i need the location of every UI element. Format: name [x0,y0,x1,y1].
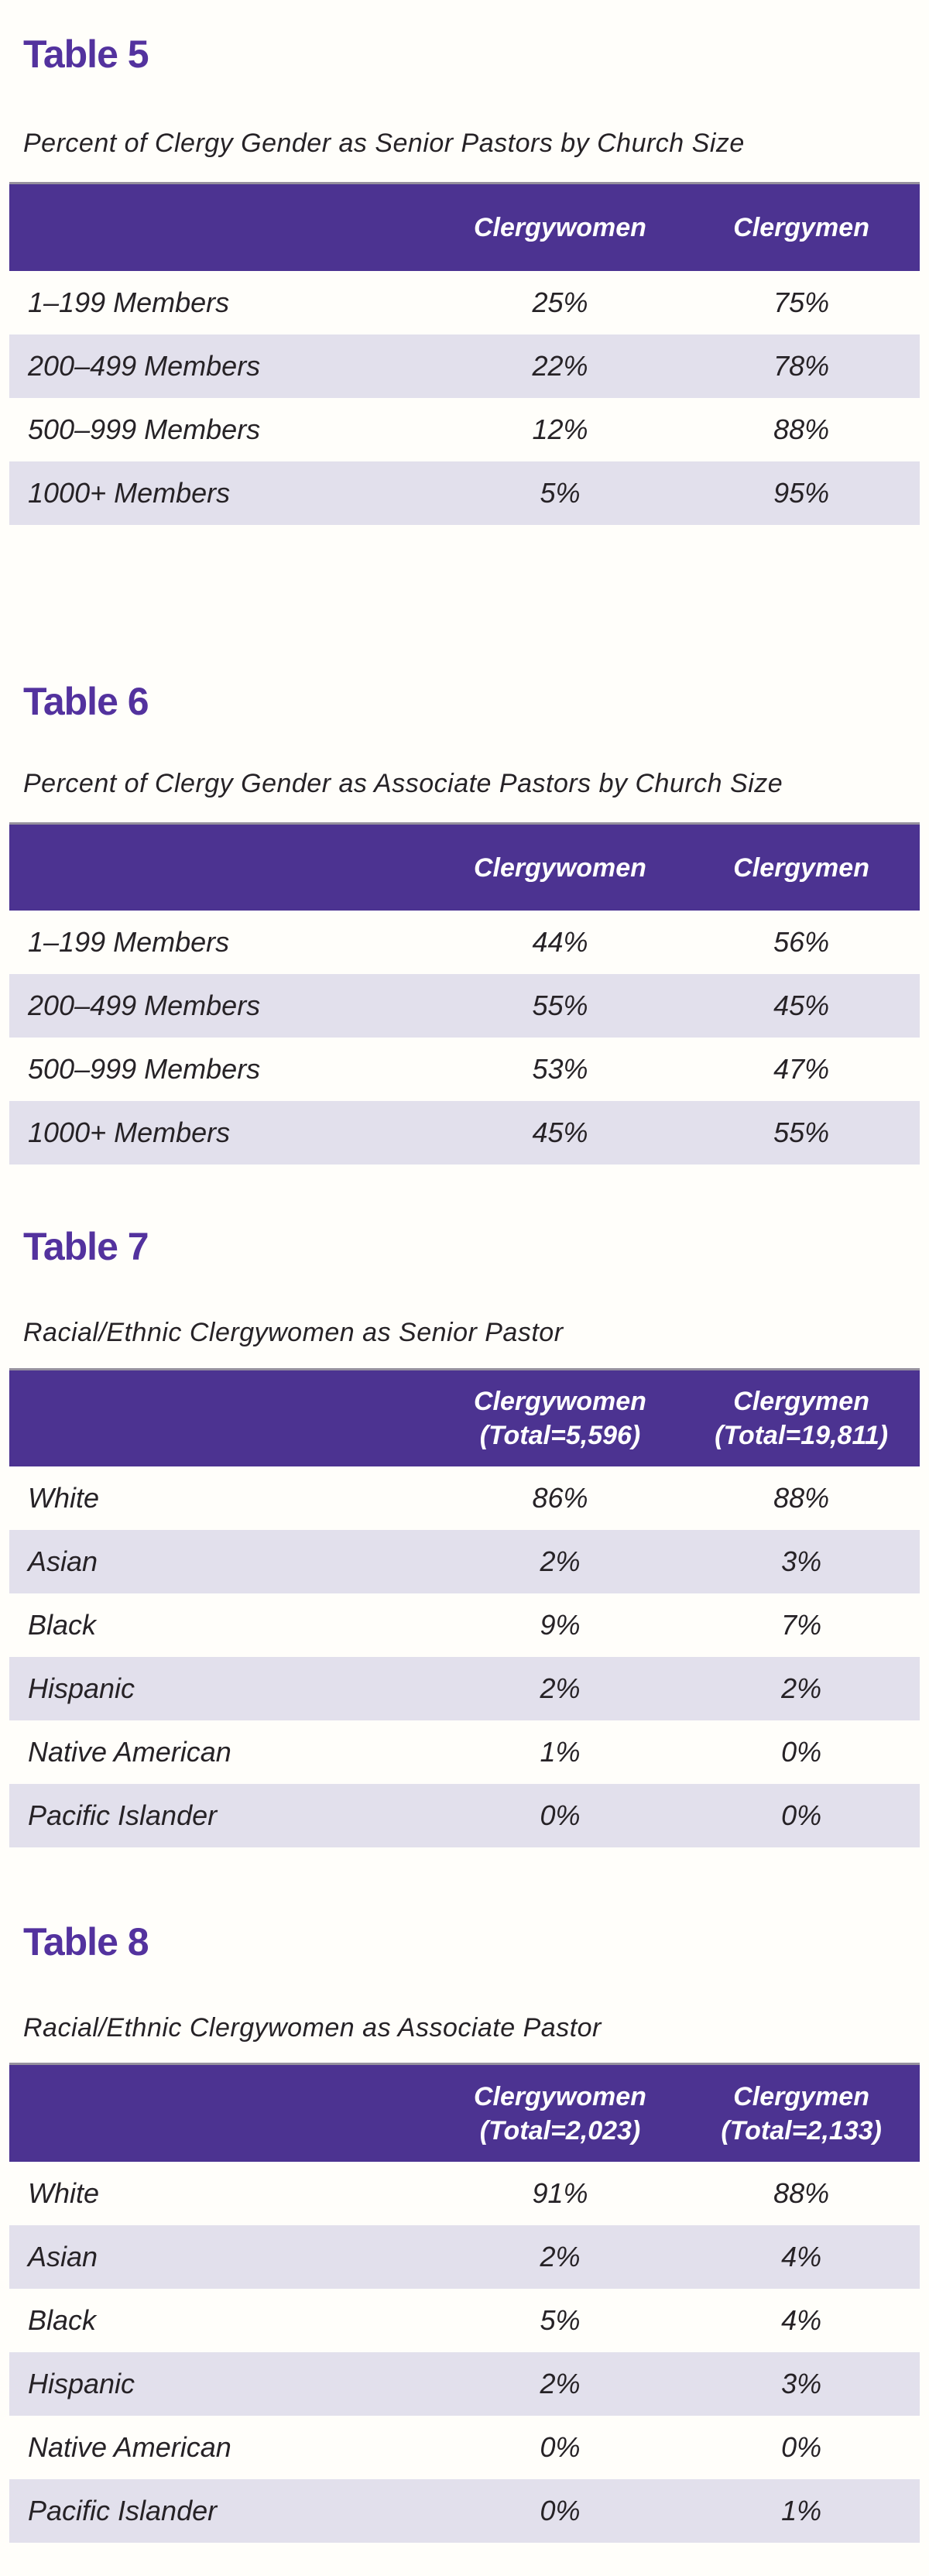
row-label: 200–499 Members [28,350,261,382]
row-label: Black [28,1609,97,1641]
row-label: White [28,1482,100,1514]
table-8-section [0,1920,929,2543]
header-clergywomen-line1: Clergywomen [474,1387,646,1416]
clergymen-value: 45% [773,990,830,1021]
table-7-section [0,1225,929,1847]
clergymen-value: 88% [773,413,830,445]
table-8-subtitle: Racial/Ethnic Clergywomen as Associate Pastor [23,2013,602,2043]
clergywomen-value: 45% [532,1116,588,1148]
table-header-row [9,2063,920,2162]
clergymen-value: 0% [781,2431,822,2463]
row-label: 1–199 Members [28,926,230,958]
clergymen-value: 88% [773,2177,830,2209]
table-row [9,398,920,461]
clergymen-value: 0% [781,1736,822,1768]
row-label: Asian [28,2241,98,2272]
table-row [9,271,920,334]
header-clergywomen-line2: (Total=2,023) [479,2115,641,2146]
clergymen-value: 0% [781,1799,822,1831]
clergywomen-value: 86% [532,1482,588,1514]
clergymen-value: 95% [773,477,830,509]
clergywomen-value: 5% [540,477,581,509]
table-6-subtitle: Percent of Clergy Gender as Associate Pastors by Church Size [23,769,783,798]
header-clergymen-line2: (Total=19,811) [715,1421,889,1450]
table-row [9,1720,920,1784]
table-5-section [0,33,929,525]
header-clergymen-line2: (Total=2,133) [721,2115,882,2146]
header-clergymen [683,851,920,885]
header-clergymen-line1: Clergymen [733,213,869,242]
table-header-row [9,1368,920,1466]
row-label: 1–199 Members [28,286,230,318]
header-clergymen-line1: Clergymen [733,1387,869,1416]
table-5 [9,182,920,525]
table-body [9,911,920,1165]
table-row [9,2416,920,2479]
row-label: Native American [28,2431,231,2463]
row-label: 500–999 Members [28,413,261,445]
clergymen-value: 4% [781,2304,822,2336]
table-row [9,1530,920,1593]
header-clergywomen [437,2080,684,2148]
table-6-section [0,680,929,1165]
table-body [9,271,920,525]
clergywomen-value: 9% [540,1609,581,1641]
row-label: 1000+ Members [28,1116,231,1148]
table-6 [9,822,920,1165]
clergywomen-value: 91% [532,2177,588,2209]
table-7 [9,1368,920,1847]
header-clergywomen-line1: Clergywomen [474,2081,646,2111]
table-body [9,1466,920,1847]
header-clergywomen-line1: Clergywomen [474,213,646,242]
clergywomen-value: 0% [540,1799,581,1831]
clergywomen-value: 2% [540,2241,581,2272]
header-clergymen-line1: Clergymen [733,852,869,883]
table-5-subtitle: Percent of Clergy Gender as Senior Pastors by Church Size [23,129,745,158]
table-8 [9,2063,920,2543]
row-label: 200–499 Members [28,990,261,1021]
header-clergymen [683,2080,920,2148]
clergymen-value: 88% [773,1482,830,1514]
clergywomen-value: 12% [532,413,588,445]
header-clergymen [683,1384,920,1453]
table-row [9,2225,920,2289]
clergywomen-value: 0% [540,2495,581,2526]
header-clergymen-line1: Clergymen [733,2081,869,2111]
clergywomen-value: 0% [540,2431,581,2463]
clergymen-value: 56% [773,926,830,958]
row-label: Native American [28,1736,231,1768]
header-clergymen [683,211,920,245]
table-7-subtitle: Racial/Ethnic Clergywomen as Senior Pastor [23,1318,564,1347]
row-label: White [28,2177,100,2209]
table-row [9,1038,920,1101]
row-label: 500–999 Members [28,1053,261,1085]
header-clergywomen-line1: Clergywomen [474,852,646,883]
clergymen-value: 3% [781,2368,822,2399]
clergywomen-value: 2% [540,1545,581,1577]
header-clergywomen [437,211,684,245]
clergymen-value: 55% [773,1116,830,1148]
header-clergywomen [437,1384,684,1453]
table-row [9,2479,920,2543]
table-header-row [9,822,920,911]
clergywomen-value: 53% [532,1053,588,1085]
row-label: Hispanic [28,2368,135,2399]
row-label: Black [28,2304,97,2336]
clergywomen-value: 25% [532,286,588,318]
clergywomen-value: 5% [540,2304,581,2336]
header-clergywomen [437,851,684,885]
table-8-title: Table 8 [23,1920,149,1964]
table-body [9,2162,920,2543]
clergymen-value: 1% [781,2495,822,2526]
clergywomen-value: 22% [532,350,588,382]
clergymen-value: 78% [773,350,830,382]
table-6-title: Table 6 [23,680,149,723]
table-row [9,1101,920,1165]
row-label: Pacific Islander [28,2495,218,2526]
row-label: Pacific Islander [28,1799,218,1831]
table-row [9,2162,920,2225]
row-label: Asian [28,1545,98,1577]
clergymen-value: 2% [781,1672,822,1704]
clergywomen-value: 2% [540,1672,581,1704]
row-label: 1000+ Members [28,477,231,509]
table-row [9,2352,920,2416]
table-row [9,974,920,1038]
table-row [9,1466,920,1530]
table-header-row [9,182,920,271]
clergywomen-value: 44% [532,926,588,958]
table-7-title: Table 7 [23,1225,149,1268]
clergywomen-value: 1% [540,1736,581,1768]
clergymen-value: 4% [781,2241,822,2272]
table-row [9,1593,920,1657]
clergymen-value: 3% [781,1545,822,1577]
header-clergywomen-line2: (Total=5,596) [479,1421,641,1450]
clergymen-value: 7% [781,1609,822,1641]
clergywomen-value: 2% [540,2368,581,2399]
row-label: Hispanic [28,1672,135,1704]
table-row [9,334,920,398]
table-row [9,461,920,525]
table-5-title: Table 5 [23,33,149,76]
table-row [9,911,920,974]
table-row [9,1784,920,1847]
table-row [9,1657,920,1720]
clergywomen-value: 55% [532,990,588,1021]
table-row [9,2289,920,2352]
clergymen-value: 75% [773,286,830,318]
clergymen-value: 47% [773,1053,830,1085]
